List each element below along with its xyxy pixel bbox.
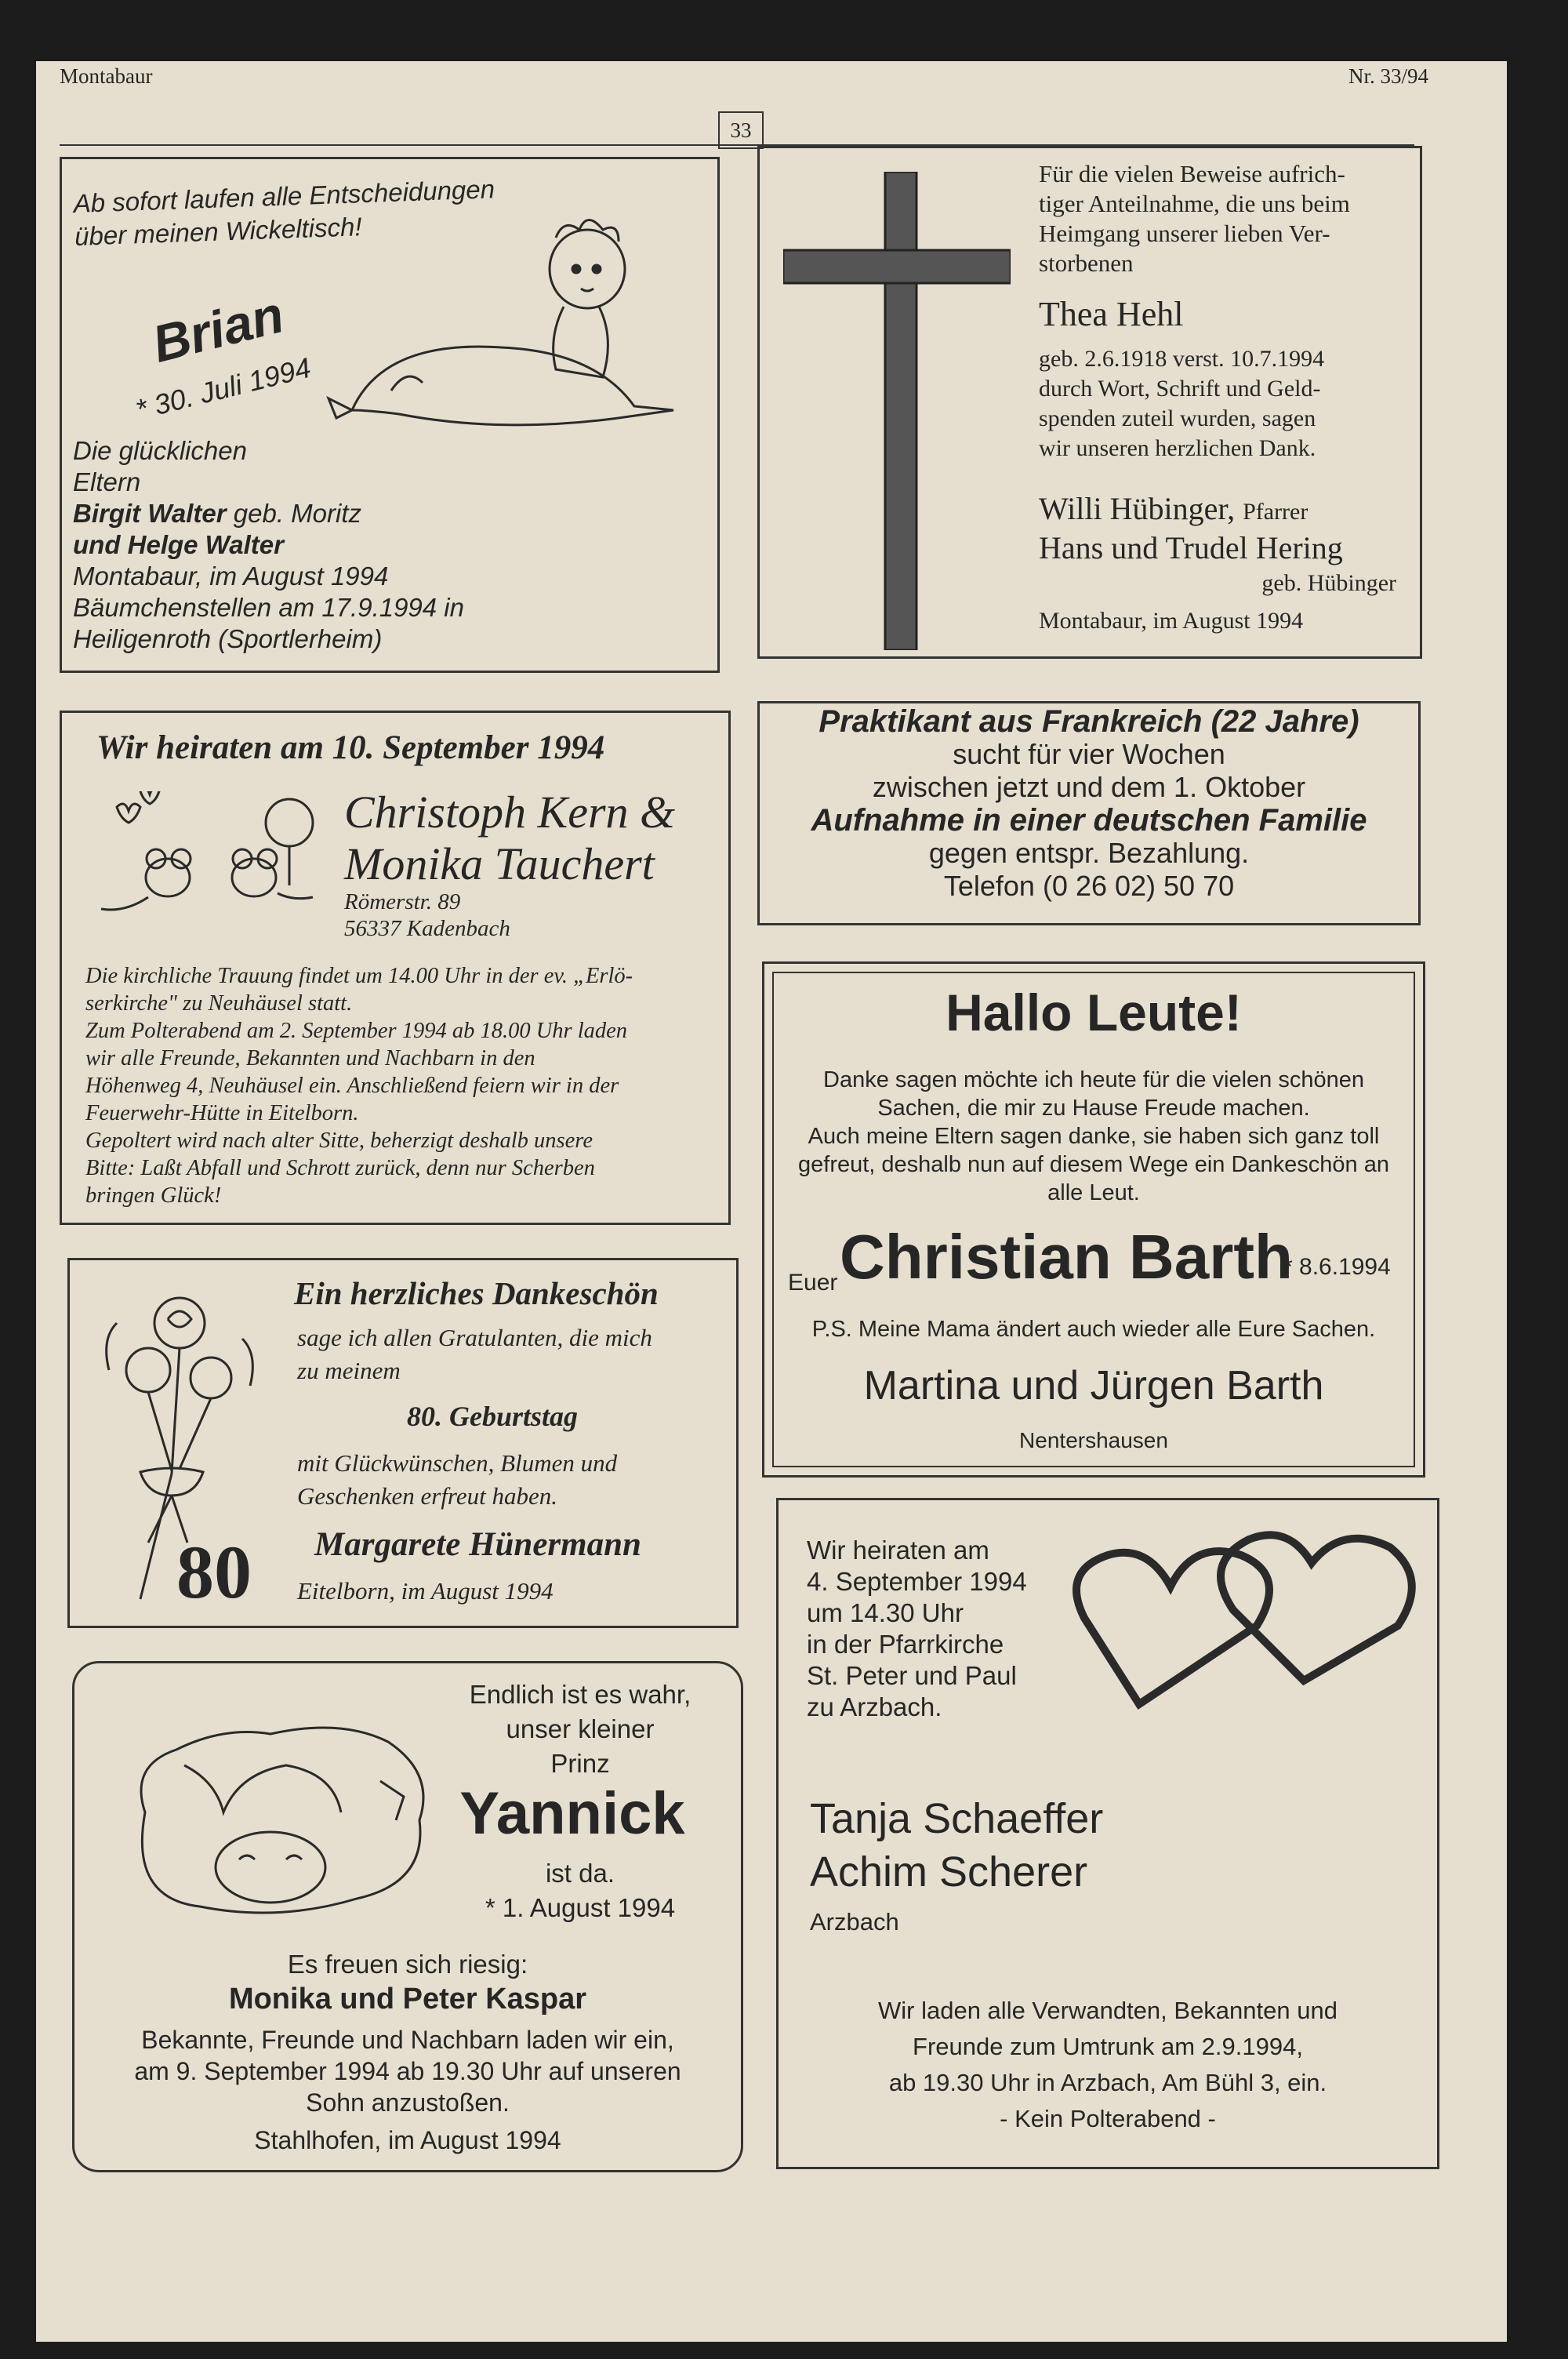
signer-1: Willi Hübinger,	[1039, 491, 1236, 526]
deceased-name: Thea Hehl	[1039, 295, 1184, 333]
hallo-text-4: gefreut, deshalb nun auf diesem Wege ein Dankeschön an	[798, 1152, 1389, 1177]
obit-text-7: wir unseren herzlichen Dank.	[1039, 435, 1316, 461]
obit-text-2: tiger Anteilnahme, die uns beim	[1039, 190, 1350, 217]
wedding-text-5: Höhenweg 4, Neuhäusel ein. Anschließend feiern wir in der	[85, 1074, 619, 1098]
bride-name: Monika Tauchert	[344, 838, 655, 889]
schaeffer-invite-2: Freunde zum Umtrunk am 2.9.1994,	[913, 2033, 1303, 2060]
euer-label: Euer	[788, 1270, 838, 1296]
wedding-text-7: Gepoltert wird nach alter Sitte, beherzigt deshalb unsere	[85, 1129, 593, 1153]
yannick-text-1: Endlich ist es wahr,	[469, 1680, 691, 1709]
thanks-text-4: Geschenken erfreut haben.	[297, 1482, 557, 1510]
baby-name: Brian	[147, 285, 289, 373]
cross-icon	[783, 172, 1011, 650]
obit-text-6: spenden zuteil wurden, sagen	[1039, 405, 1316, 431]
headline-1: Ab sofort laufen alle Entscheidungen	[73, 174, 495, 218]
ad-wedding-schaeffer	[776, 1498, 1439, 2169]
text-parents-intro: Die glücklichen	[73, 436, 247, 465]
schaeffer-invite-4: - Kein Polterabend -	[1000, 2105, 1216, 2132]
thanks-text-3: mit Glückwünschen, Blumen und	[297, 1449, 618, 1477]
yannick-text-4: ist da.	[545, 1859, 615, 1888]
yannick-parents: Monika und Peter Kaspar	[228, 1983, 587, 2016]
schaeffer-text-4: in der Pfarrkirche	[807, 1630, 1004, 1659]
hallo-place: Nentershausen	[1019, 1428, 1168, 1452]
two-hearts-illustration	[1069, 1516, 1429, 1751]
schaeffer-place: Arzbach	[810, 1908, 899, 1936]
hallo-text-3: Auch meine Eltern sagen danke, sie haben sich ganz toll	[808, 1124, 1380, 1149]
child-name: Christian Barth	[840, 1222, 1293, 1292]
schaeffer-text-2: 4. September 1994	[807, 1567, 1027, 1596]
yannick-text-5: Es freuen sich riesig:	[287, 1950, 528, 1979]
thanks-title: Ein herzliches Dankeschön	[294, 1275, 659, 1311]
birth-date: * 30. Juli 1994	[132, 351, 314, 426]
thanks-text-1: sage ich allen Gratulanten, die mich	[297, 1324, 652, 1351]
place-date: Montabaur, im August 1994	[73, 562, 389, 591]
hallo-text-2: Sachen, die mir zu Hause Freude machen.	[877, 1096, 1310, 1121]
obit-text-5: durch Wort, Schrift und Geld-	[1039, 376, 1321, 402]
hallo-ps: P.S. Meine Mama ändert auch wieder alle Eure Sachen.	[811, 1317, 1376, 1342]
sleeping-baby-illustration	[122, 1718, 451, 1930]
obit-dates: geb. 2.6.1918 verst. 10.7.1994	[1039, 346, 1325, 372]
ad-birthday-80	[67, 1258, 739, 1628]
yannick-invite-1: Bekannte, Freunde und Nachbarn laden wir ein,	[141, 2026, 674, 2054]
wedding-text-8: Bitte: Laßt Abfall und Schrott zurück, denn nur Scherben	[85, 1156, 595, 1180]
wedding-text-3: Zum Polterabend am 2. September 1994 ab 18.00 Uhr laden	[85, 1019, 628, 1043]
signer-1-title: Pfarrer	[1243, 499, 1308, 525]
event-line-1: Bäumchenstellen am 17.9.1994 in	[73, 593, 464, 622]
obit-place: Montabaur, im August 1994	[1039, 608, 1304, 634]
thanks-place: Eitelborn, im August 1994	[297, 1577, 554, 1605]
obit-text-3: Heimgang unserer lieben Ver-	[1039, 220, 1330, 247]
signer-2-maiden: geb. Hübinger	[1261, 570, 1396, 596]
intern-text-3: gegen entspr. Bezahlung.	[928, 837, 1250, 869]
intern-text-2: zwischen jetzt und dem 1. Oktober	[872, 771, 1306, 803]
mother-maiden: geb. Moritz	[226, 499, 361, 528]
wedding-text-2: serkirche" zu Neuhäusel statt.	[85, 991, 353, 1016]
header-town: Montabaur	[60, 64, 153, 88]
intern-text-1: sucht für vier Wochen	[953, 738, 1225, 770]
baby-on-rocket-illustration	[297, 214, 705, 442]
obit-text-1: Für die vielen Beweise aufrich-	[1039, 160, 1345, 187]
yannick-invite-3: Sohn anzustoßen.	[306, 2088, 510, 2117]
event-line-2: Heiligenroth (Sportlerheim)	[73, 624, 383, 653]
intern-request: Aufnahme in einer deutschen Familie	[811, 803, 1367, 838]
yannick-birth-date: * 1. August 1994	[485, 1893, 676, 1922]
hallo-text-5: alle Leut.	[1047, 1180, 1140, 1205]
yannick-invite-2: am 9. September 1994 ab 19.30 Uhr auf unseren	[134, 2057, 681, 2085]
baby-name: Yannick	[459, 1780, 685, 1847]
wedding-text-4: wir alle Freunde, Bekannten und Nachbarn in den	[85, 1046, 535, 1070]
hallo-title: Hallo Leute!	[946, 983, 1242, 1041]
schaeffer-text-5: St. Peter und Paul	[807, 1661, 1017, 1690]
ad-wedding-kern	[60, 711, 731, 1225]
schaeffer-text-1: Wir heiraten am	[807, 1536, 989, 1565]
street: Römerstr. 89	[344, 889, 461, 914]
hallo-text-1: Danke sagen möchte ich heute für die vielen schönen	[823, 1067, 1364, 1092]
wedding-title: Wir heiraten am 10. September 1994	[96, 729, 605, 766]
groom-name: Achim Scherer	[810, 1848, 1088, 1896]
thanks-text-2: zu meinem	[297, 1357, 401, 1384]
yannick-place: Stahlhofen, im August 1994	[254, 2126, 561, 2154]
obit-text-4: storbenen	[1039, 249, 1134, 277]
text-parents-label: Eltern	[73, 467, 141, 496]
yannick-text-3: Prinz	[550, 1749, 610, 1778]
wedding-text-1: Die kirchliche Trauung findet um 14.00 Uhr in der ev. „Erlö-	[85, 964, 633, 988]
bride-name: Tanja Schaeffer	[810, 1795, 1104, 1842]
hallo-parents: Martina und Jürgen Barth	[863, 1363, 1324, 1408]
age-number: 80	[176, 1530, 252, 1614]
ad-obituary	[757, 146, 1422, 659]
mice-illustration	[93, 791, 321, 917]
celebrant-name: Margarete Hünermann	[314, 1526, 641, 1563]
intern-phone: Telefon (0 26 02) 50 70	[943, 870, 1235, 902]
child-birth-date: * 8.6.1994	[1283, 1254, 1391, 1280]
city: 56337 Kadenbach	[344, 916, 510, 941]
ad-birth-brian	[60, 157, 720, 673]
yannick-text-2: unser kleiner	[506, 1714, 655, 1743]
header-issue: Nr. 33/94	[1348, 64, 1428, 88]
signer-2: Hans und Trudel Hering	[1039, 530, 1343, 565]
headline-2: über meinen Wickeltisch!	[74, 212, 363, 251]
schaeffer-invite-3: ab 19.30 Uhr in Arzbach, Am Bühl 3, ein.	[888, 2069, 1327, 2096]
schaeffer-text-6: zu Arzbach.	[807, 1692, 942, 1721]
ad-intern	[757, 701, 1421, 925]
ad-birth-yannick	[72, 1661, 743, 2172]
wedding-text-6: Feuerwehr-Hütte in Eitelborn.	[85, 1101, 359, 1125]
ad-hallo-leute	[762, 961, 1425, 1478]
wedding-text-9: bringen Glück!	[85, 1183, 222, 1208]
page-number: 33	[718, 111, 764, 149]
schaeffer-text-3: um 14.30 Uhr	[807, 1598, 964, 1627]
intern-title: Praktikant aus Frankreich (22 Jahre)	[818, 704, 1359, 739]
mother-name: Birgit Walter	[73, 499, 227, 528]
birthday-label: 80. Geburtstag	[407, 1401, 579, 1432]
father-name: und Helge Walter	[73, 530, 284, 559]
schaeffer-invite-1: Wir laden alle Verwandten, Bekannten und	[878, 1997, 1338, 2024]
groom-name: Christoph Kern &	[344, 787, 676, 838]
